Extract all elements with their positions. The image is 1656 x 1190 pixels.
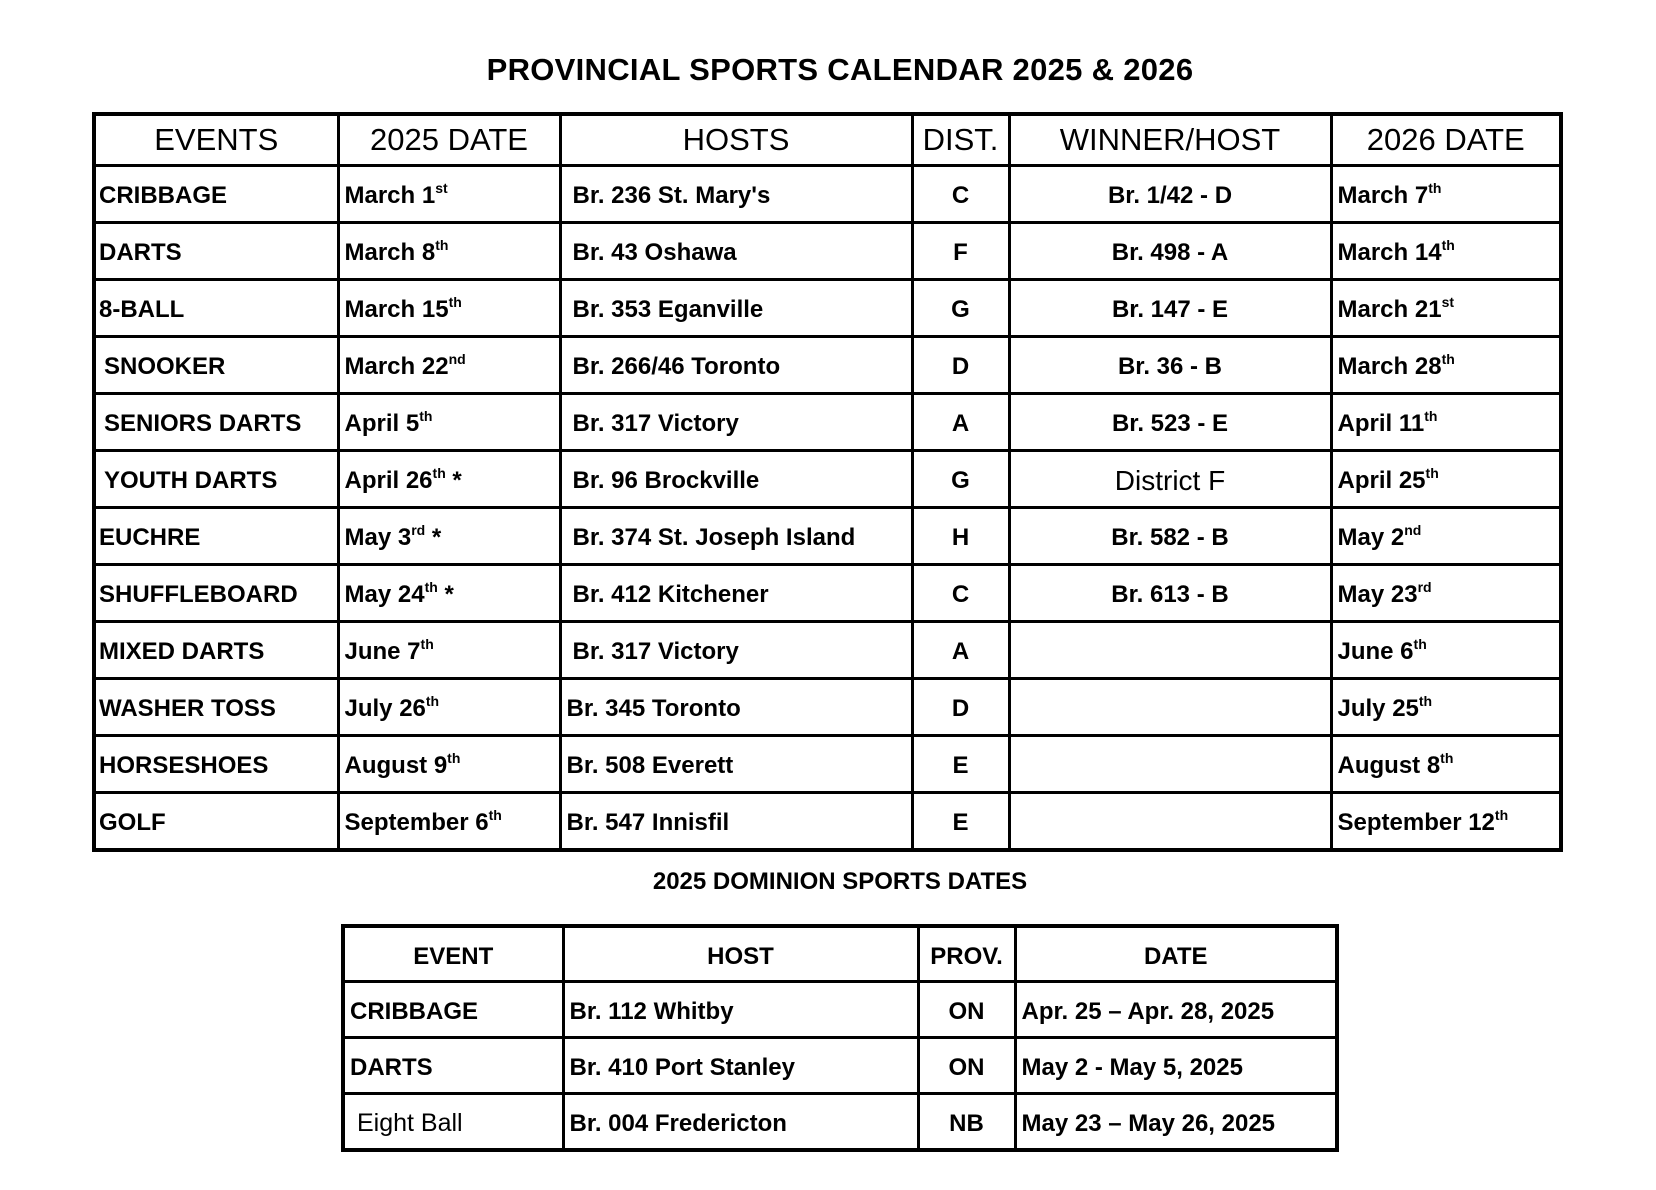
event-cell: WASHER TOSS (94, 679, 338, 736)
host-cell: Br. 317 Victory (560, 394, 912, 451)
host-cell: Br. 112 Whitby (563, 982, 918, 1038)
district-cell: F (912, 223, 1009, 280)
date-cell: May 23 – May 26, 2025 (1015, 1094, 1337, 1151)
table-row (94, 394, 1561, 451)
table-row (343, 982, 1337, 1038)
ordinal-suffix: th (1418, 693, 1433, 709)
ordinal-suffix: th (1424, 408, 1438, 424)
host-cell: Br. 410 Port Stanley (563, 1038, 918, 1094)
event-cell: Eight Ball (343, 1094, 563, 1151)
date-text: July 25 (1337, 695, 1419, 722)
date-text: June 6 (1337, 638, 1414, 665)
winner-host-cell: Br. 36 - B (1009, 337, 1331, 394)
district-cell: E (912, 793, 1009, 851)
district-cell: A (912, 394, 1009, 451)
col-header-2026-date: 2026 DATE (1331, 114, 1561, 166)
ordinal-suffix: th (1413, 636, 1427, 652)
date-2025-cell (338, 280, 560, 337)
district-cell: A (912, 622, 1009, 679)
winner-host-cell: District F (1009, 451, 1331, 508)
table-row (94, 451, 1561, 508)
province-cell: NB (918, 1094, 1015, 1151)
ordinal-suffix: th (435, 237, 449, 253)
table-row (94, 223, 1561, 280)
date-2026-cell (1331, 622, 1561, 679)
ordinal-suffix: nd (448, 351, 466, 367)
table-row (94, 736, 1561, 793)
col-header-hosts: HOSTS (560, 114, 912, 166)
winner-host-cell: Br. 1/42 - D (1009, 166, 1331, 223)
date-2026-cell (1331, 679, 1561, 736)
table-header-row (343, 926, 1337, 982)
dominion-title: 2025 DOMINION SPORTS DATES (652, 868, 1028, 895)
winner-host-cell: Br. 582 - B (1009, 508, 1331, 565)
date-2026-cell (1331, 451, 1561, 508)
winner-host-cell (1009, 793, 1331, 851)
date-2026-cell (1331, 337, 1561, 394)
host-cell: Br. 508 Everett (560, 736, 912, 793)
col-header-host: HOST (563, 926, 918, 982)
date-text: July 26 (344, 695, 426, 722)
ordinal-suffix: th (432, 465, 446, 481)
date-2025-cell (338, 166, 560, 223)
date-2025-cell (338, 337, 560, 394)
col-header-date: DATE (1015, 926, 1337, 982)
ordinal-suffix: st (1441, 294, 1455, 310)
col-header-winner-host: WINNER/HOST (1009, 114, 1331, 166)
date-2025-cell (338, 223, 560, 280)
host-cell: Br. 547 Innisfil (560, 793, 912, 851)
date-text: March 8 (344, 239, 436, 266)
host-cell: Br. 266/46 Toronto (560, 337, 912, 394)
ordinal-suffix: th (1425, 465, 1439, 481)
date-text: August 8 (1337, 752, 1441, 779)
date-text: April 11 (1337, 410, 1425, 437)
col-header-event: EVENT (343, 926, 563, 982)
col-header-prov: PROV. (918, 926, 1015, 982)
date-2026-cell (1331, 280, 1561, 337)
table-row (343, 1038, 1337, 1094)
host-cell: Br. 374 St. Joseph Island (560, 508, 912, 565)
date-2026-cell (1331, 394, 1561, 451)
date-note: * (437, 581, 454, 608)
date-text: March 28 (1337, 353, 1442, 380)
date-text: March 14 (1337, 239, 1442, 266)
date-text: April 26 (344, 467, 433, 494)
table-row (343, 1094, 1337, 1151)
table-header-row (94, 114, 1561, 166)
ordinal-suffix: th (1441, 237, 1455, 253)
host-cell: Br. 236 St. Mary's (560, 166, 912, 223)
district-cell: D (912, 679, 1009, 736)
ordinal-suffix: th (420, 636, 434, 652)
host-cell: Br. 412 Kitchener (560, 565, 912, 622)
event-cell: DARTS (94, 223, 338, 280)
table-row (94, 166, 1561, 223)
event-cell: HORSESHOES (94, 736, 338, 793)
event-cell: DARTS (343, 1038, 563, 1094)
provincial-calendar-table (92, 112, 1563, 852)
dominion-dates-table (341, 924, 1339, 1152)
district-cell: C (912, 166, 1009, 223)
date-2026-cell (1331, 166, 1561, 223)
date-2025-cell (338, 565, 560, 622)
host-cell: Br. 345 Toronto (560, 679, 912, 736)
event-cell: SNOOKER (94, 337, 338, 394)
ordinal-suffix: th (448, 294, 462, 310)
table-row (94, 508, 1561, 565)
date-text: March 21 (1337, 296, 1442, 323)
date-note: * (445, 467, 462, 494)
district-cell: H (912, 508, 1009, 565)
table-row (94, 337, 1561, 394)
date-text: March 22 (344, 353, 449, 380)
winner-host-cell (1009, 736, 1331, 793)
table-row (94, 622, 1561, 679)
col-header-dist: DIST. (912, 114, 1009, 166)
province-cell: ON (918, 1038, 1015, 1094)
ordinal-suffix: th (424, 579, 438, 595)
event-cell: 8-BALL (94, 280, 338, 337)
date-cell: May 2 - May 5, 2025 (1015, 1038, 1337, 1094)
ordinal-suffix: rd (411, 522, 426, 538)
ordinal-suffix: th (419, 408, 433, 424)
date-text: May 23 (1337, 581, 1418, 608)
date-2025-cell (338, 451, 560, 508)
event-cell: SENIORS DARTS (94, 394, 338, 451)
date-text: May 2 (1337, 524, 1405, 551)
date-2026-cell (1331, 223, 1561, 280)
host-cell: Br. 353 Eganville (560, 280, 912, 337)
date-2026-cell (1331, 508, 1561, 565)
date-2025-cell (338, 679, 560, 736)
ordinal-suffix: st (435, 180, 448, 196)
date-2025-cell (338, 394, 560, 451)
table-row (94, 280, 1561, 337)
winner-host-cell (1009, 679, 1331, 736)
date-cell: Apr. 25 – Apr. 28, 2025 (1015, 982, 1337, 1038)
ordinal-suffix: th (1494, 807, 1509, 823)
district-cell: G (912, 451, 1009, 508)
host-cell: Br. 004 Fredericton (563, 1094, 918, 1151)
host-cell: Br. 317 Victory (560, 622, 912, 679)
page-title: PROVINCIAL SPORTS CALENDAR 2025 & 2026 (486, 52, 1194, 87)
winner-host-cell (1009, 622, 1331, 679)
date-2026-cell (1331, 565, 1561, 622)
date-text: April 5 (344, 410, 420, 437)
host-cell: Br. 96 Brockville (560, 451, 912, 508)
host-cell: Br. 43 Oshawa (560, 223, 912, 280)
ordinal-suffix: th (488, 807, 502, 823)
date-2025-cell (338, 508, 560, 565)
date-2025-cell (338, 622, 560, 679)
event-cell: CRIBBAGE (343, 982, 563, 1038)
district-cell: D (912, 337, 1009, 394)
district-cell: G (912, 280, 1009, 337)
date-2026-cell (1331, 793, 1561, 851)
winner-host-cell: Br. 147 - E (1009, 280, 1331, 337)
ordinal-suffix: th (447, 750, 461, 766)
date-text: May 24 (344, 581, 425, 608)
date-text: September 12 (1337, 809, 1495, 836)
date-2025-cell (338, 793, 560, 851)
event-cell: YOUTH DARTS (94, 451, 338, 508)
winner-host-cell: Br. 498 - A (1009, 223, 1331, 280)
date-text: August 9 (344, 752, 448, 779)
province-cell: ON (918, 982, 1015, 1038)
winner-host-cell: Br. 523 - E (1009, 394, 1331, 451)
event-cell: GOLF (94, 793, 338, 851)
date-text: March 7 (1337, 182, 1429, 209)
event-cell: SHUFFLEBOARD (94, 565, 338, 622)
district-cell: C (912, 565, 1009, 622)
event-cell: CRIBBAGE (94, 166, 338, 223)
table-row (94, 679, 1561, 736)
winner-host-cell: Br. 613 - B (1009, 565, 1331, 622)
table-row (94, 793, 1561, 851)
col-header-events: EVENTS (94, 114, 338, 166)
table-row (94, 565, 1561, 622)
col-header-2025-date: 2025 DATE (338, 114, 560, 166)
date-text: September 6 (344, 809, 489, 836)
date-text: March 15 (344, 296, 449, 323)
date-2025-cell (338, 736, 560, 793)
ordinal-suffix: th (425, 693, 440, 709)
date-text: April 25 (1337, 467, 1426, 494)
date-2026-cell (1331, 736, 1561, 793)
date-note: * (425, 524, 442, 551)
ordinal-suffix: th (1441, 351, 1455, 367)
event-cell: EUCHRE (94, 508, 338, 565)
event-cell: MIXED DARTS (94, 622, 338, 679)
ordinal-suffix: rd (1417, 579, 1432, 595)
district-cell: E (912, 736, 1009, 793)
ordinal-suffix: th (1440, 750, 1454, 766)
ordinal-suffix: th (1428, 180, 1442, 196)
ordinal-suffix: nd (1404, 522, 1422, 538)
date-text: June 7 (344, 638, 421, 665)
date-text: May 3 (344, 524, 412, 551)
date-text: March 1 (344, 182, 436, 209)
